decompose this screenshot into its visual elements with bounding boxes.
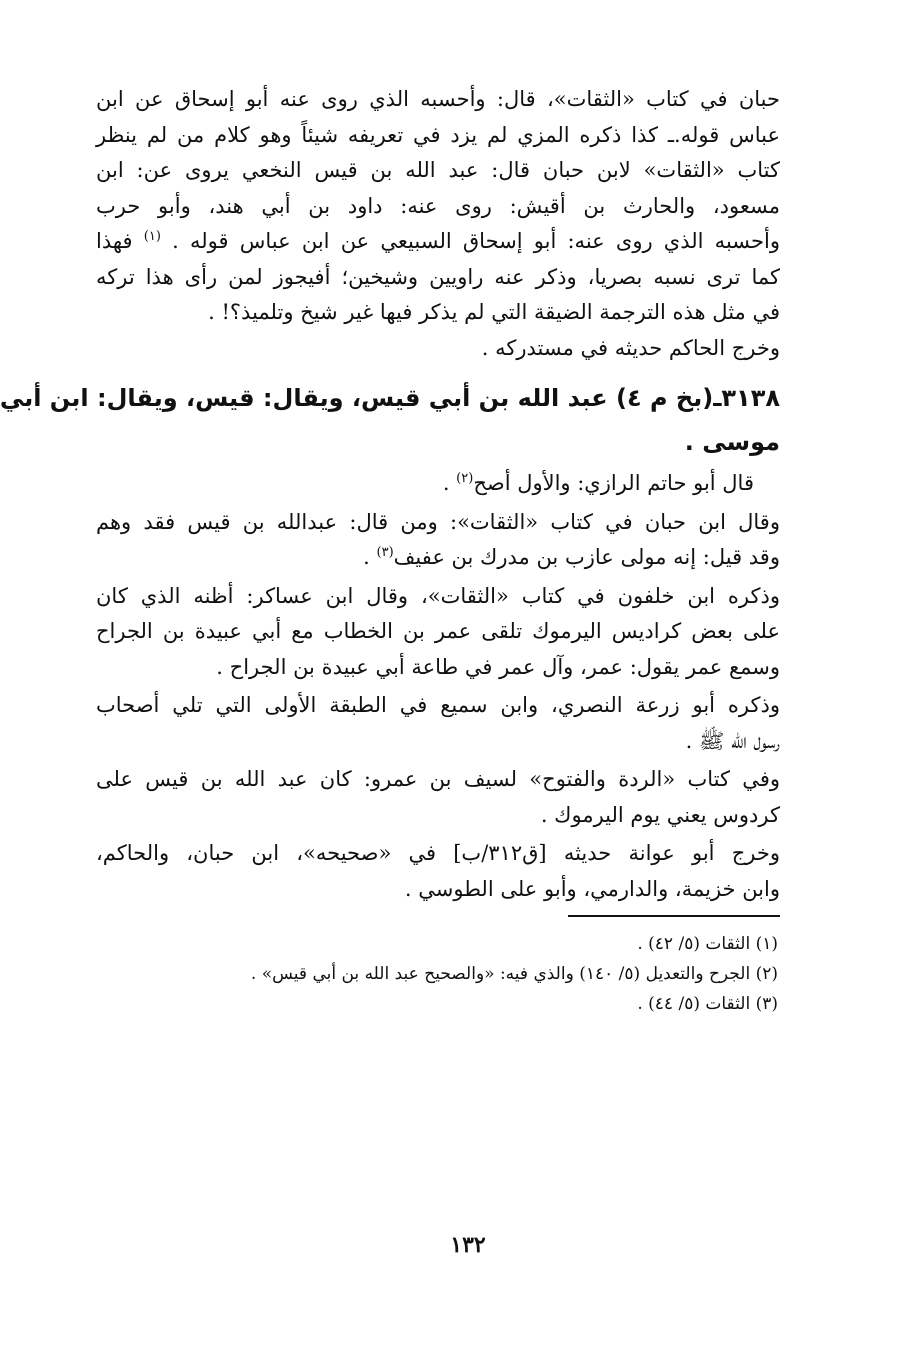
- entry-heading-line: ٣١٣٨ـ(بخ م ٤) عبد الله بن أبي قيس، ويقال: قيس، ويقال: ابن أبي: [0, 384, 780, 412]
- footnote-divider: [568, 915, 780, 917]
- footnote-item: (١) الثقات (٥/ ٤٢) .: [637, 934, 778, 954]
- paragraph-ridda: [96, 762, 780, 833]
- text-line-body: وأحسبه الذي روى عنه: أبو إسحاق السبيعي عن ابن عباس قوله .: [172, 229, 780, 253]
- page-number: ١٣٢: [450, 1232, 486, 1258]
- text-line-tail: .: [442, 471, 457, 495]
- text-line: حبان في كتاب «الثقات»، قال: وأحسبه الذي روى عنه أبو إسحاق عن ابن: [96, 87, 780, 111]
- paragraph-abu-zura: [96, 688, 780, 759]
- footnote-item: (٢) الجرح والتعديل (٥/ ١٤٠) والذي فيه: «والصحيح عبد الله بن أبي قيس» .: [250, 964, 778, 984]
- text-line: وذكره أبو زرعة النصري، وابن سميع في الطبقة الأولى التي تلي أصحاب: [96, 693, 780, 717]
- text-line: كردوس يعني يوم اليرموك .: [540, 802, 780, 827]
- text-line: رسول الله ﷺ .: [685, 728, 780, 753]
- footnote-ref[interactable]: (١): [143, 229, 161, 244]
- text-line: وقال ابن حبان في كتاب «الثقات»: ومن قال: عبدالله بن قيس فقد وهم: [96, 509, 780, 534]
- text-line-body: قال أبو حاتم الرازي: والأول أصح: [473, 471, 754, 495]
- text-line: وسمع عمر يقول: عمر، وآل عمر في طاعة أبي عبيدة بن الجراح .: [216, 654, 780, 679]
- paragraph-ibn-hibban: [96, 505, 780, 576]
- footnote-ref[interactable]: (٣): [376, 545, 394, 560]
- paragraph-continuation: [96, 82, 780, 331]
- text-line: وفي كتاب «الردة والفتوح» لسيف بن عمرو: كان عبد الله بن قيس على: [96, 767, 780, 791]
- paragraph-ibn-khalfun: [96, 579, 780, 686]
- text-line-body: وقد قيل: إنه مولى عازب بن مدرك بن عفيف: [393, 545, 780, 569]
- text-line: مسعود، والحارث بن أقيش: روى عنه: داود بن أبي هند، وأبو حرب: [96, 193, 780, 218]
- text-line: عباس قوله.ـ كذا ذكره المزي لم يزد في تعريفه شيئاً وهو كلام من لم ينظر: [96, 122, 780, 147]
- text-line: [96, 466, 754, 502]
- paragraph-hakim: [96, 331, 780, 367]
- text-line-tail: .: [363, 545, 377, 569]
- entry-heading-line: موسى .: [684, 428, 780, 456]
- paragraph-abu-awana: [96, 836, 780, 907]
- text-line: وخرج أبو عوانة حديثه [ق٣١٢/ب] في «صحيحه»، ابن حبان، والحاكم،: [96, 841, 780, 865]
- footnote-item: (٣) الثقات (٥/ ٤٤) .: [637, 994, 778, 1014]
- text-line-tail: فهذا: [96, 229, 133, 253]
- footnote-ref[interactable]: (٢): [456, 471, 474, 486]
- text-line: في مثل هذه الترجمة الضيقة التي لم يذكر فيها غير شيخ وتلميذ؟! .: [208, 300, 780, 324]
- text-line: كتاب «الثقات» لابن حبان قال: عبد الله بن قيس النخعي يروى عن: ابن: [96, 158, 780, 182]
- text-line: [96, 224, 780, 260]
- text-line: [96, 540, 780, 576]
- paragraph-abu-hatim: [96, 466, 780, 502]
- text-line: وخرج الحاكم حديثه في مستدركه .: [481, 335, 780, 360]
- text-line: كما ترى نسبه بصريا، وذكر عنه راويين وشيخين؛ أفيجوز لمن رأى هذا تركه: [96, 264, 780, 289]
- entry-heading: [0, 376, 780, 464]
- text-line: وذكره ابن خلفون في كتاب «الثقات»، وقال ابن عساكر: أظنه الذي كان: [96, 583, 780, 608]
- footnotes: [96, 929, 780, 1019]
- book-page: [0, 82, 780, 1312]
- text-line: وابن خزيمة، والدارمي، وأبو على الطوسي .: [404, 876, 780, 901]
- text-line: على بعض كراديس اليرموك تلقى عمر بن الخطاب مع أبي عبيدة بن الجراح: [96, 619, 780, 643]
